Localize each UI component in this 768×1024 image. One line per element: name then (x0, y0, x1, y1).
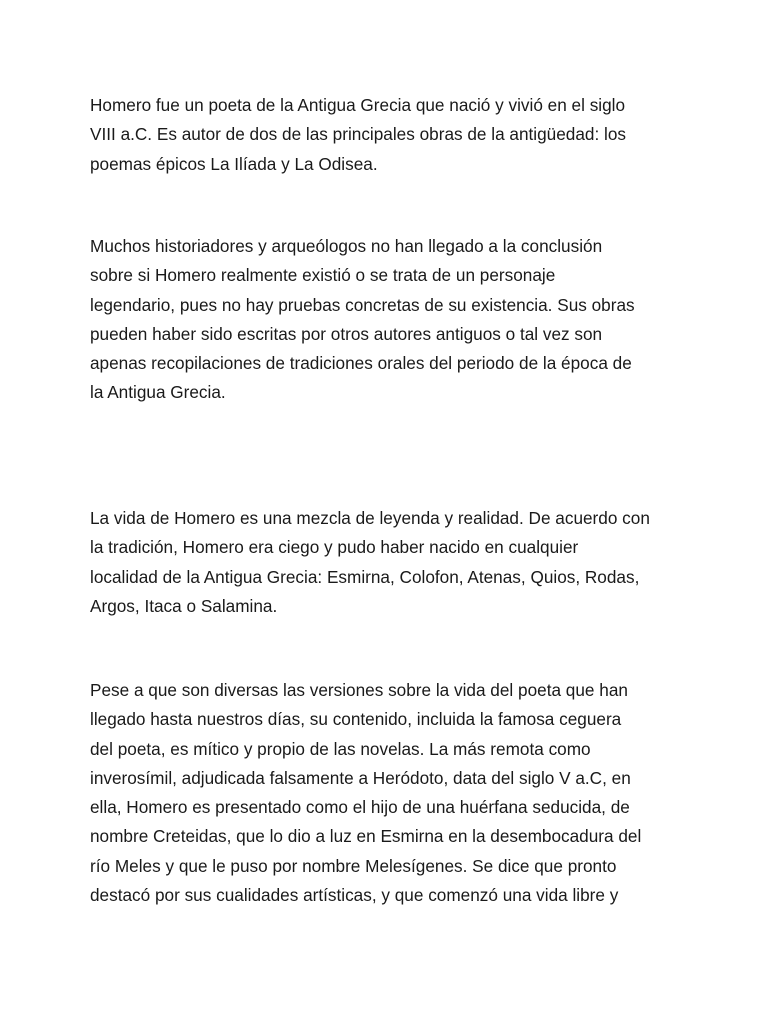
text-line: VIII a.C. Es autor de dos de las principales obras de la antigüedad: los (90, 124, 627, 145)
text-line: Pese a que son diversas las versiones sobre la vida del poeta que han (90, 680, 628, 700)
text-line: nombre Creteidas, que lo dio a luz en Esmirna en la desembocadura del (90, 826, 642, 847)
text-line: Argos, Itaca o Salamina. (90, 595, 278, 616)
text-line: poemas épicos La Ilíada y La Odisea. (90, 153, 378, 174)
text-line: apenas recopilaciones de tradiciones orales del periodo de la época de (90, 353, 632, 374)
text-line: destacó por sus cualidades artísticas, y que comenzó una vida libre y (90, 885, 619, 906)
paragraph-4 (90, 676, 690, 910)
text-line: localidad de la Antigua Grecia: Esmirna, Colofon, Atenas, Quios, Rodas, (90, 566, 640, 587)
paragraph-2 (90, 232, 690, 408)
text-line: Muchos historiadores y arqueólogos no han llegado a la conclusión (90, 236, 603, 256)
text-line: la Antigua Grecia. (90, 382, 226, 403)
text-line: río Meles y que le puso por nombre Melesígenes. Se dice que pronto (90, 855, 617, 876)
text-line: legendario, pues no hay pruebas concretas de su existencia. Sus obras (90, 294, 635, 315)
text-line: inverosímil, adjudicada falsamente a Heródoto, data del siglo V a.C, en (90, 767, 631, 788)
text-line: ella, Homero es presentado como el hijo de una huérfana seducida, de (90, 797, 630, 818)
text-line: La vida de Homero es una mezcla de leyenda y realidad. De acuerdo con (90, 508, 650, 528)
text-line: sobre si Homero realmente existió o se trata de un personaje (90, 265, 556, 286)
text-line: Homero fue un poeta de la Antigua Grecia que nació y vivió en el siglo (90, 95, 626, 115)
text-line: del poeta, es mítico y propio de las novelas. La más remota como (90, 738, 591, 759)
text-line: pueden haber sido escritas por otros autores antiguos o tal vez son (90, 323, 603, 344)
text-line: la tradición, Homero era ciego y pudo haber nacido en cualquier (90, 537, 579, 558)
paragraph-3 (90, 504, 690, 621)
text-line: llegado hasta nuestros días, su contenido, incluida la famosa ceguera (90, 709, 622, 730)
paragraph-1 (90, 91, 690, 179)
